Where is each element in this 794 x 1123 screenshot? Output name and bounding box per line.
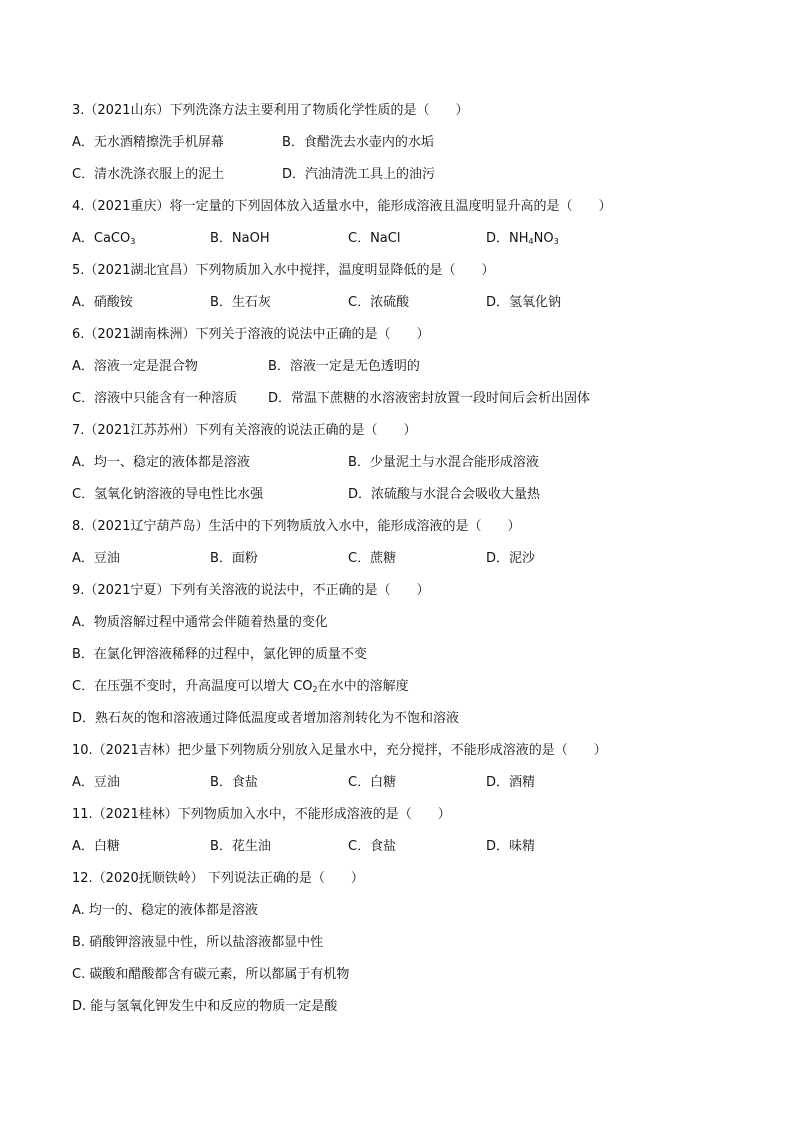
question-10-option-d: D．酒精 [486,775,536,790]
question-5-option-a: A．硝酸铵 [72,295,133,310]
question-8-option-d: D．泥沙 [486,551,536,566]
question-11-option-a: A．白糖 [72,839,120,854]
question-9-option-d: D．熟石灰的饱和溶液通过降低温度或者增加溶剂转化为不饱和溶液 [72,711,460,726]
question-9-option-a: A．物质溶解过程中通常会伴随着热量的变化 [72,615,328,630]
question-9-option-b: B．在氯化钾溶液稀释的过程中，氯化钾的质量不变 [72,647,367,662]
question-3-option-b: B．食醋洗去水壶内的水垢 [282,135,434,150]
question-5-option-c: C．浓硫酸 [348,295,410,310]
question-7-option-a: A．均一、稳定的液体都是溶液 [72,455,250,470]
question-6-option-b: B．溶液一定是无色透明的 [268,359,420,374]
question-3-option-a: A．无水酒精擦洗手机屏幕 [72,135,224,150]
question-10-option-a: A．豆油 [72,775,120,790]
question-7-option-d: D．浓硫酸与水混合会吸收大量热 [348,487,541,502]
question-10-option-b: B．食盐 [210,775,258,790]
question-4-option-a: A．CaCO$_3$ [72,231,136,246]
question-3-option-c: C．清水洗涤衣服上的泥土 [72,167,225,182]
question-3-stem: 3.（2021山东）下列洗涤方法主要利用了物质化学性质的是（ ） [72,103,469,118]
question-4-option-c: C．NaCl [348,231,401,246]
question-9-stem: 9.（2021宁夏）下列有关溶液的说法中，不正确的是（ ） [72,583,430,598]
question-4-option-b: B．NaOH [210,231,270,246]
question-10-option-c: C．白糖 [348,775,397,790]
question-4-stem: 4.（2021重庆）将一定量的下列固体放入适量水中，能形成溶液且温度明显升高的是（ ） [72,199,612,214]
question-8-option-a: A．豆油 [72,551,120,566]
question-6-stem: 6.（2021湖南株洲）下列关于溶液的说法中正确的是（ ） [72,327,430,342]
question-5-option-b: B．生石灰 [210,295,271,310]
question-3-option-d: D．汽油清洗工具上的油污 [282,167,436,182]
question-12-option-d: D. 能与氢氧化钾发生中和反应的物质一定是酸 [72,999,338,1014]
question-9-option-c: C．在压强不变时，升高温度可以增大 $CO_2$在水中的溶解度 [72,679,409,694]
question-11-option-c: C．食盐 [348,839,397,854]
question-6-option-a: A．溶液一定是混合物 [72,359,198,374]
question-6-option-c: C．溶液中只能含有一种溶质 [72,391,238,406]
question-8-option-c: C．蔗糖 [348,551,397,566]
question-5-option-d: D．氢氧化钠 [486,295,562,310]
question-7-option-c: C．氢氧化钠溶液的导电性比水强 [72,487,264,502]
question-12-option-a: A. 均一的、稳定的液体都是溶液 [72,903,258,918]
question-7-stem: 7.（2021江苏苏州）下列有关溶液的说法正确的是（ ） [72,423,417,438]
question-4-option-d: D．$NH_4NO_3$ [486,231,559,246]
question-8-option-b: B．面粉 [210,551,258,566]
question-11-stem: 11.（2021桂林）下列物质加入水中，不能形成溶液的是（ ） [72,807,451,822]
question-10-stem: 10.（2021吉林）把少量下列物质分别放入足量水中，充分搅拌，不能形成溶液的是（ ） [72,743,607,758]
question-12-option-b: B. 硝酸钾溶液显中性，所以盐溶液都显中性 [72,935,324,950]
question-11-option-b: B．花生油 [210,839,271,854]
question-12-option-c: C. 碳酸和醋酸都含有碳元素，所以都属于有机物 [72,967,350,982]
question-11-option-d: D．味精 [486,839,536,854]
question-5-stem: 5.（2021湖北宜昌）下列物质加入水中搅拌，温度明显降低的是（ ） [72,263,495,278]
question-12-stem: 12.（2020抚顺铁岭） 下列说法正确的是（ ） [72,871,364,886]
question-8-stem: 8.（2021辽宁葫芦岛）生活中的下列物质放入水中，能形成溶液的是（ ） [72,519,521,534]
question-6-option-d: D．常温下蔗糖的水溶液密封放置一段时间后会析出固体 [268,391,591,406]
question-7-option-b: B．少量泥土与水混合能形成溶液 [348,455,539,470]
